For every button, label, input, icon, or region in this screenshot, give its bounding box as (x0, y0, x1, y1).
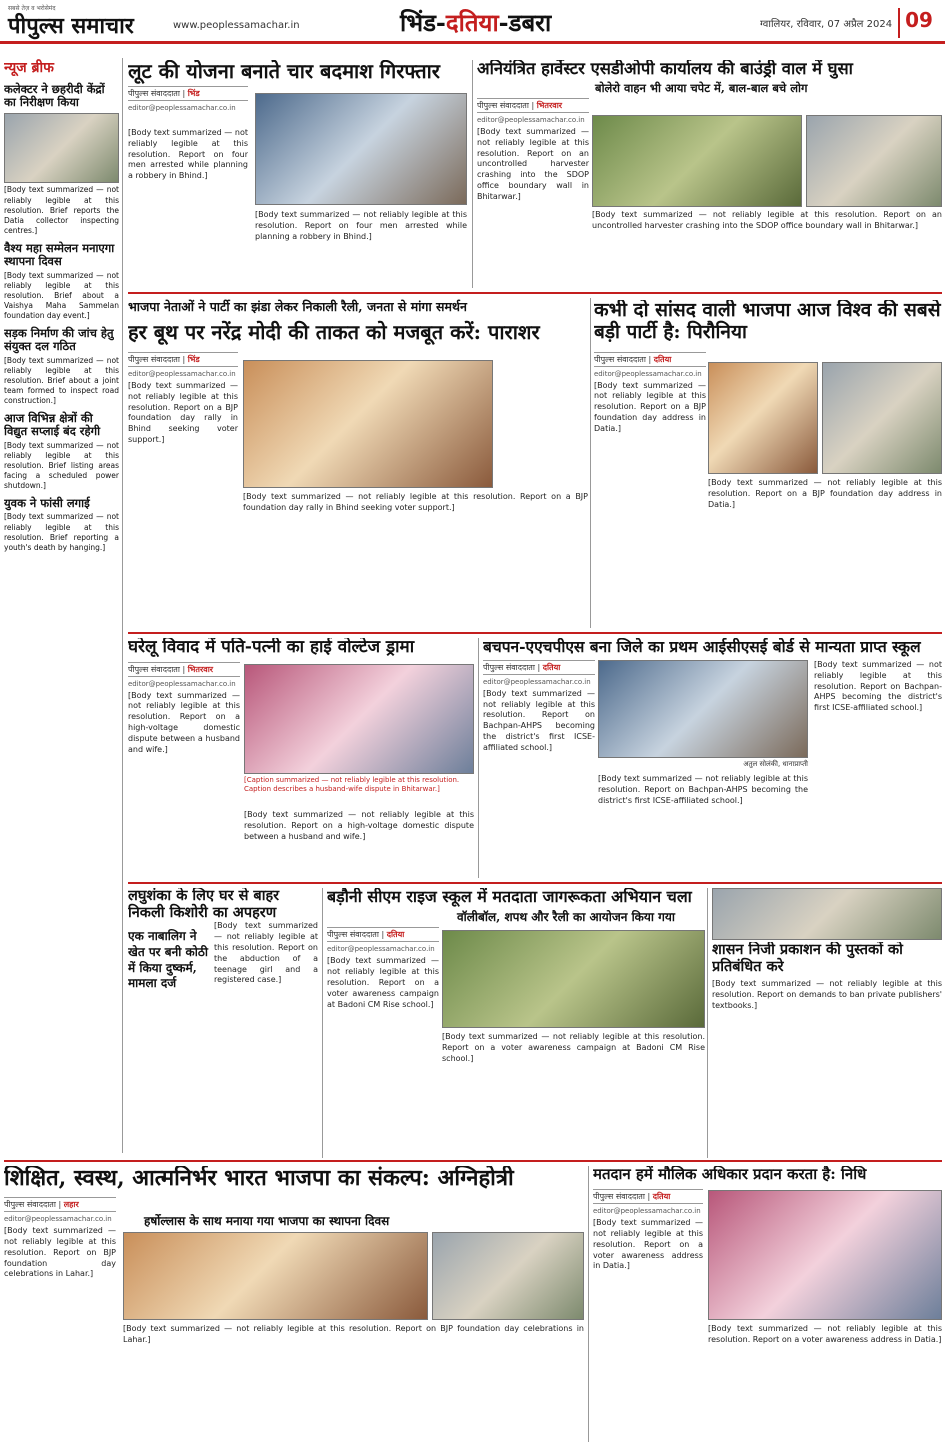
headline: बड़ौनी सीएम राइज स्कूल में मतदाता जागरूकता अभियान चला (327, 888, 692, 906)
headline: अनियंत्रित हार्वेस्टर एसडीओपी कार्यालय की बाउंड्री वाल में घुसा (477, 60, 853, 78)
story-private-books (712, 942, 942, 1158)
article-body: [Body text summarized — not reliably legible at this resolution. Report on a voter awareness address in Datia.] (708, 1324, 942, 1344)
section-datia: दतिया (445, 8, 499, 37)
page-number: 09 (898, 8, 938, 38)
email: editor@peoplessamachar.co.in (483, 677, 591, 686)
story-photo-protest (712, 888, 942, 940)
column-rule (590, 298, 591, 628)
article-body: [Body text summarized — not reliably legible at this resolution. Report on a BJP foundation day address in Datia.] (594, 380, 706, 433)
story-photo-students (442, 930, 705, 1028)
brief-text: [Body text summarized — not reliably legible at this resolution. Brief reporting a youth's death by hanging.] (4, 512, 119, 552)
brief-headline: वैश्य महा सम्मेलन मनाएगा स्थापना दिवस (4, 241, 115, 269)
article-body: [Body text summarized — not reliably legible at this resolution. Report on Bachpan-AHPS becoming the district's first ICSE-affiliated school.] (483, 688, 595, 752)
story-kidnapping (128, 888, 318, 1158)
news-brief-column (4, 58, 119, 1153)
email: editor@peoplessamachar.co.in (128, 370, 236, 378)
article-body: [Body text summarized — not reliably legible at this resolution. Report on four men arrested while planning a robbery in Bhind.] (255, 210, 467, 241)
email: editor@peoplessamachar.co.in (4, 1215, 112, 1224)
headline: कभी दो सांसद वाली भाजपा आज विश्व की सबसे बड़ी पार्टी है: पिरौनिया (594, 300, 941, 343)
article-body: [Body text summarized — not reliably legible at this resolution. Report on four men arrested while planning a robbery in Bhind.] (128, 128, 248, 181)
story-dispute-body (244, 810, 474, 878)
article-body: [Body text summarized — not reliably legible at this resolution. Report on BJP foundation day celebrations in Lahar.] (123, 1324, 584, 1344)
article-body: [Body text summarized — not reliably legible at this resolution. Report on an uncontrolled harvester crashing into the SDOP office boundary wall in Bhitarwar.] (477, 126, 589, 201)
article-body: [Body text summarized — not reliably legible at this resolution. Report on a voter awareness address in Datia.] (593, 1218, 703, 1271)
brief-photo (4, 113, 119, 183)
story-icse-body (598, 774, 808, 878)
brief-text: [Body text summarized — not reliably legible at this resolution. Brief listing areas facing a scheduled power shutdown.] (4, 440, 119, 491)
column-rule (122, 58, 123, 1153)
section-title (400, 6, 551, 39)
email: editor@peoplessamachar.co.in (593, 1207, 701, 1216)
kicker: भाजपा नेताओं ने पार्टी का झंडा लेकर निकाली रैली, जनता से मांगा समर्थन (128, 299, 467, 314)
story-harvester-body (592, 210, 942, 288)
story-bjp-datia-body (708, 478, 942, 628)
article-body: [Body text summarized — not reliably legible at this resolution. Report on a voter awareness campaign at Badoni CM Rise school.] (442, 1032, 705, 1063)
article-body: [Body text summarized — not reliably legible at this resolution. Report on a BJP foundation day address in Datia.] (708, 478, 942, 509)
headline: मतदान हमें मौलिक अधिकार प्रदान करता है: निधि (593, 1166, 867, 1183)
article-body: [Body text summarized — not reliably legible at this resolution. Report on a high-voltage domestic dispute between a husband and wife.] (244, 810, 474, 841)
byline: पीपुल्स संवाददाता | दतिया (593, 1189, 703, 1204)
headline: शिक्षित, स्वस्थ, आत्मनिर्भर भारत भाजपा का संकल्प: अग्निहोत्री (4, 1166, 514, 1191)
brand-logo (8, 4, 134, 40)
brief-headline: युवक ने फांसी लगाई (4, 496, 90, 511)
section-bhind: भिंड- (400, 8, 446, 37)
headline: लूट की योजना बनाते चार बदमाश गिरफ्तार (128, 60, 440, 83)
article-body: [Body text summarized — not reliably legible at this resolution. Report on a BJP foundation day rally in Bhind seeking voter support.] (243, 492, 588, 512)
brand-name: पीपुल्स समाचार (8, 13, 134, 39)
brand-tagline: सबसे तेज़ व भरोसेमंद (8, 5, 56, 12)
site-url[interactable]: www.peoplessamachar.in (173, 20, 300, 31)
headline: बचपन-एएचपीएस बना जिले का प्रथम आईसीएसई बोर्ड से मान्यता प्राप्त स्कूल (483, 638, 921, 656)
story-voter-body (442, 1032, 705, 1158)
subheadline: वॉलीबॉल, शपथ और रैली का आयोजन किया गया (457, 910, 675, 925)
story-photo-trainees (708, 1190, 942, 1320)
headline: शासन निजी प्रकाशन की पुस्तकों को प्रतिबंधित करे (712, 942, 903, 975)
story-robbery-body-left (128, 128, 248, 288)
column-rule (472, 60, 473, 288)
subheadline: हर्षोल्लास के साथ मनाया गया भाजपा का स्थापना दिवस (144, 1214, 390, 1228)
byline: पीपुल्स संवाददाता | दतिया (327, 927, 439, 942)
story-photo-leader (708, 362, 818, 474)
dateline: ग्वालियर, रविवार, 07 अप्रैल 2024 (760, 19, 893, 30)
column-rule (588, 1166, 589, 1442)
section-dabra: -डबरा (498, 8, 552, 37)
story-photo-stage (432, 1232, 584, 1320)
email: editor@peoplessamachar.co.in (477, 115, 585, 124)
story-photo-evidence (255, 93, 467, 205)
section-divider (4, 1160, 942, 1162)
brief-text: [Body text summarized — not reliably legible at this resolution. Brief reports the Datia collector inspecting centres.] (4, 185, 119, 235)
brief-text: [Body text summarized — not reliably legible at this resolution. Brief about a Vaishya Maha Sammelan foundation day event.] (4, 270, 119, 320)
column-rule (322, 888, 323, 1158)
brief-headline: सड़क निर्माण की जांच हेतु संयुक्त दल गठित (4, 326, 114, 354)
headline: घरेलू विवाद में पति-पत्नी का हाई वोल्टेज ड्रामा (128, 638, 415, 657)
section-divider (128, 292, 942, 294)
story-photo-harvester (592, 115, 802, 207)
story-robbery-body-right (255, 210, 467, 288)
byline: पीपुल्स संवाददाता | दतिया (594, 352, 706, 367)
article-body: [Body text summarized — not reliably legible at this resolution. Report on a voter awareness campaign at Badoni CM Rise school.] (327, 956, 439, 1009)
email: editor@peoplessamachar.co.in (128, 104, 236, 112)
article-body: [Body text summarized — not reliably legible at this resolution. Report on Bachpan-AHPS becoming the district's first ICSE-affiliated school.] (598, 774, 808, 805)
story-photo-rally (243, 360, 493, 488)
masthead (0, 0, 945, 44)
story-photo-gathering (822, 362, 942, 474)
headline: लघुशंका के लिए घर से बाहर निकली किशोरी का अपहरण (128, 888, 280, 921)
brief-text: [Body text summarized — not reliably legible at this resolution. Brief about a joint team formed to inspect road construction.] (4, 355, 119, 406)
byline: पीपुल्स संवाददाता | दतिया (483, 660, 595, 675)
story-bjp-lahar-body (123, 1324, 584, 1442)
story-photo-celebration (123, 1232, 428, 1320)
story-bjp-rally-body (243, 492, 588, 628)
headline: हर बूथ पर नरेंद्र मोदी की ताकत को मजबूत करें: पाराशर (128, 320, 540, 344)
story-icse-body-right (814, 660, 942, 878)
brief-headline: कलेक्टर ने छहरीदी केंद्रों का निरीक्षण किया (4, 82, 105, 110)
article-body: [Body text summarized — not reliably legible at this resolution. Report on a high-voltage domestic dispute between a husband and wife.] (128, 690, 240, 754)
article-body: [Body text summarized — not reliably legible at this resolution. Report on BJP foundation day celebrations in Lahar.] (4, 1226, 116, 1279)
article-body: [Body text summarized — not reliably legible at this resolution. Report on Bachpan-AHPS becoming the district's first ICSE-affiliated school.] (814, 660, 942, 713)
story-photo-bolero (806, 115, 942, 207)
article-body: [Body text summarized — not reliably legible at this resolution. Report on an uncontrolled harvester crashing into the SDOP office boundary wall in Bhitarwar.] (592, 210, 942, 230)
email: editor@peoplessamachar.co.in (327, 945, 435, 954)
email: editor@peoplessamachar.co.in (128, 679, 236, 688)
article-body: [Body text summarized — not reliably legible at this resolution. Report on a BJP foundation day rally in Bhind seeking voter support.] (128, 381, 238, 444)
photo-caption: [Caption summarized — not reliably legible at this resolution. Caption describes a husband-wife dispute in Bhitarwar.] (244, 776, 474, 794)
subheadline: बोलेरो वाहन भी आया चपेट में, बाल-बाल बचे लोग (595, 80, 808, 95)
byline: पीपुल्स संवाददाता | लहार (4, 1197, 116, 1212)
photo-credit: अतुल सोलंकी, धानाप्राप्ती (598, 760, 808, 769)
story-photo-dispute (244, 664, 474, 774)
email: editor@peoplessamachar.co.in (594, 369, 702, 378)
section-divider (128, 632, 942, 634)
byline: पीपुल्स संवाददाता | भितरवार (128, 662, 240, 677)
column-rule (707, 888, 708, 1158)
article-body: [Body text summarized — not reliably legible at this resolution. Report on demands to ban private publishers' textbooks.] (712, 979, 942, 1010)
pull-quote: एक नाबालिग ने खेत पर बनी कोठी में किया दुष्कर्म, मामला दर्ज (128, 929, 208, 991)
article-body: [Body text summarized — not reliably legible at this resolution. Report on the abduction of a teenage girl and a registered case.] (214, 921, 318, 985)
byline: पीपुल्स संवाददाता | भिंड (128, 86, 248, 101)
column-rule (478, 638, 479, 878)
brief-headline: आज विभिन्न क्षेत्रों की विद्युत सप्लाई बंद रहेगी (4, 411, 101, 439)
news-brief-badge: न्यूज ब्रीफ (4, 60, 54, 76)
byline: पीपुल्स संवाददाता | भितरवार (477, 98, 589, 113)
byline: पीपुल्स संवाददाता | भिंड (128, 352, 238, 367)
story-voting-body (708, 1324, 942, 1442)
story-photo-school (598, 660, 808, 758)
section-divider (128, 882, 942, 884)
